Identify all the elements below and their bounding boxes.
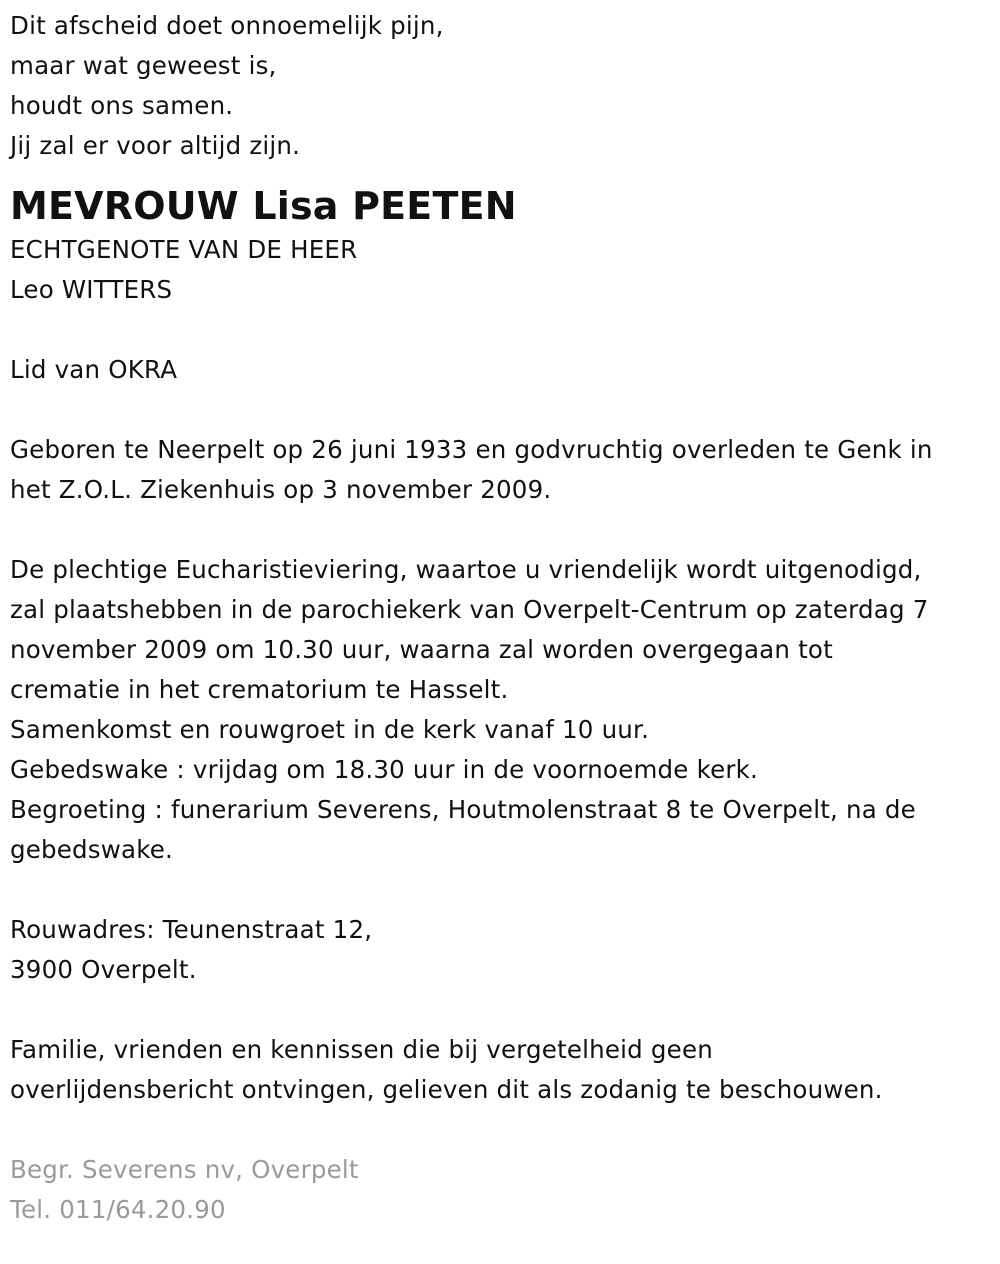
spouse-block <box>10 230 1000 310</box>
address-line: Rouwadres: Teunenstraat 12, <box>10 915 373 944</box>
ceremony-line: Samenkomst en rouwgroet in de kerk vanaf 10 uur. <box>10 715 650 744</box>
spacer <box>10 1110 1000 1150</box>
membership-line: Lid van OKRA <box>10 355 178 384</box>
ceremony-line: zal plaatshebben in de parochiekerk van Overpelt-Centrum op zaterdag 7 <box>10 595 929 624</box>
spouse-line: Leo WITTERS <box>10 275 173 304</box>
spacer <box>10 390 1000 430</box>
notice-line: Familie, vrienden en kennissen die bij vergetelheid geen <box>10 1035 713 1064</box>
spacer <box>10 990 1000 1030</box>
ceremony-block <box>10 550 1000 870</box>
birth-death-line: het Z.O.L. Ziekenhuis op 3 november 2009. <box>10 475 552 504</box>
spacer <box>10 310 1000 350</box>
ceremony-line: De plechtige Eucharistieviering, waartoe u vriendelijk wordt uitgenodigd, <box>10 555 922 584</box>
funeral-home-phone: Tel. 011/64.20.90 <box>10 1195 226 1224</box>
ceremony-line: crematie in het crematorium te Hasselt. <box>10 675 509 704</box>
spacer <box>10 870 1000 910</box>
poem-line: houdt ons samen. <box>10 91 234 120</box>
birth-death-line: Geboren te Neerpelt op 26 juni 1933 en godvruchtig overleden te Genk in <box>10 435 933 464</box>
ceremony-line: november 2009 om 10.30 uur, waarna zal worden overgegaan tot <box>10 635 833 664</box>
spacer <box>10 510 1000 550</box>
spouse-line: ECHTGENOTE VAN DE HEER <box>10 235 358 264</box>
ceremony-line: Begroeting : funerarium Severens, Houtmolenstraat 8 te Overpelt, na de <box>10 795 916 824</box>
poem-line: maar wat geweest is, <box>10 51 277 80</box>
deceased-name: MEVROUW Lisa PEETEN <box>10 184 517 228</box>
funeral-home-block <box>10 1150 1000 1230</box>
address-line: 3900 Overpelt. <box>10 955 197 984</box>
notice-block <box>10 1030 1000 1110</box>
poem-line: Dit afscheid doet onnoemelijk pijn, <box>10 11 444 40</box>
poem-block <box>10 6 1000 166</box>
birth-death-block <box>10 430 1000 510</box>
ceremony-line: gebedswake. <box>10 835 173 864</box>
notice-line: overlijdensbericht ontvingen, gelieven dit als zodanig te beschouwen. <box>10 1075 883 1104</box>
funeral-home-name: Begr. Severens nv, Overpelt <box>10 1155 359 1184</box>
address-block <box>10 910 1000 990</box>
ceremony-line: Gebedswake : vrijdag om 18.30 uur in de voornoemde kerk. <box>10 755 759 784</box>
poem-line: Jij zal er voor altijd zijn. <box>10 131 301 160</box>
